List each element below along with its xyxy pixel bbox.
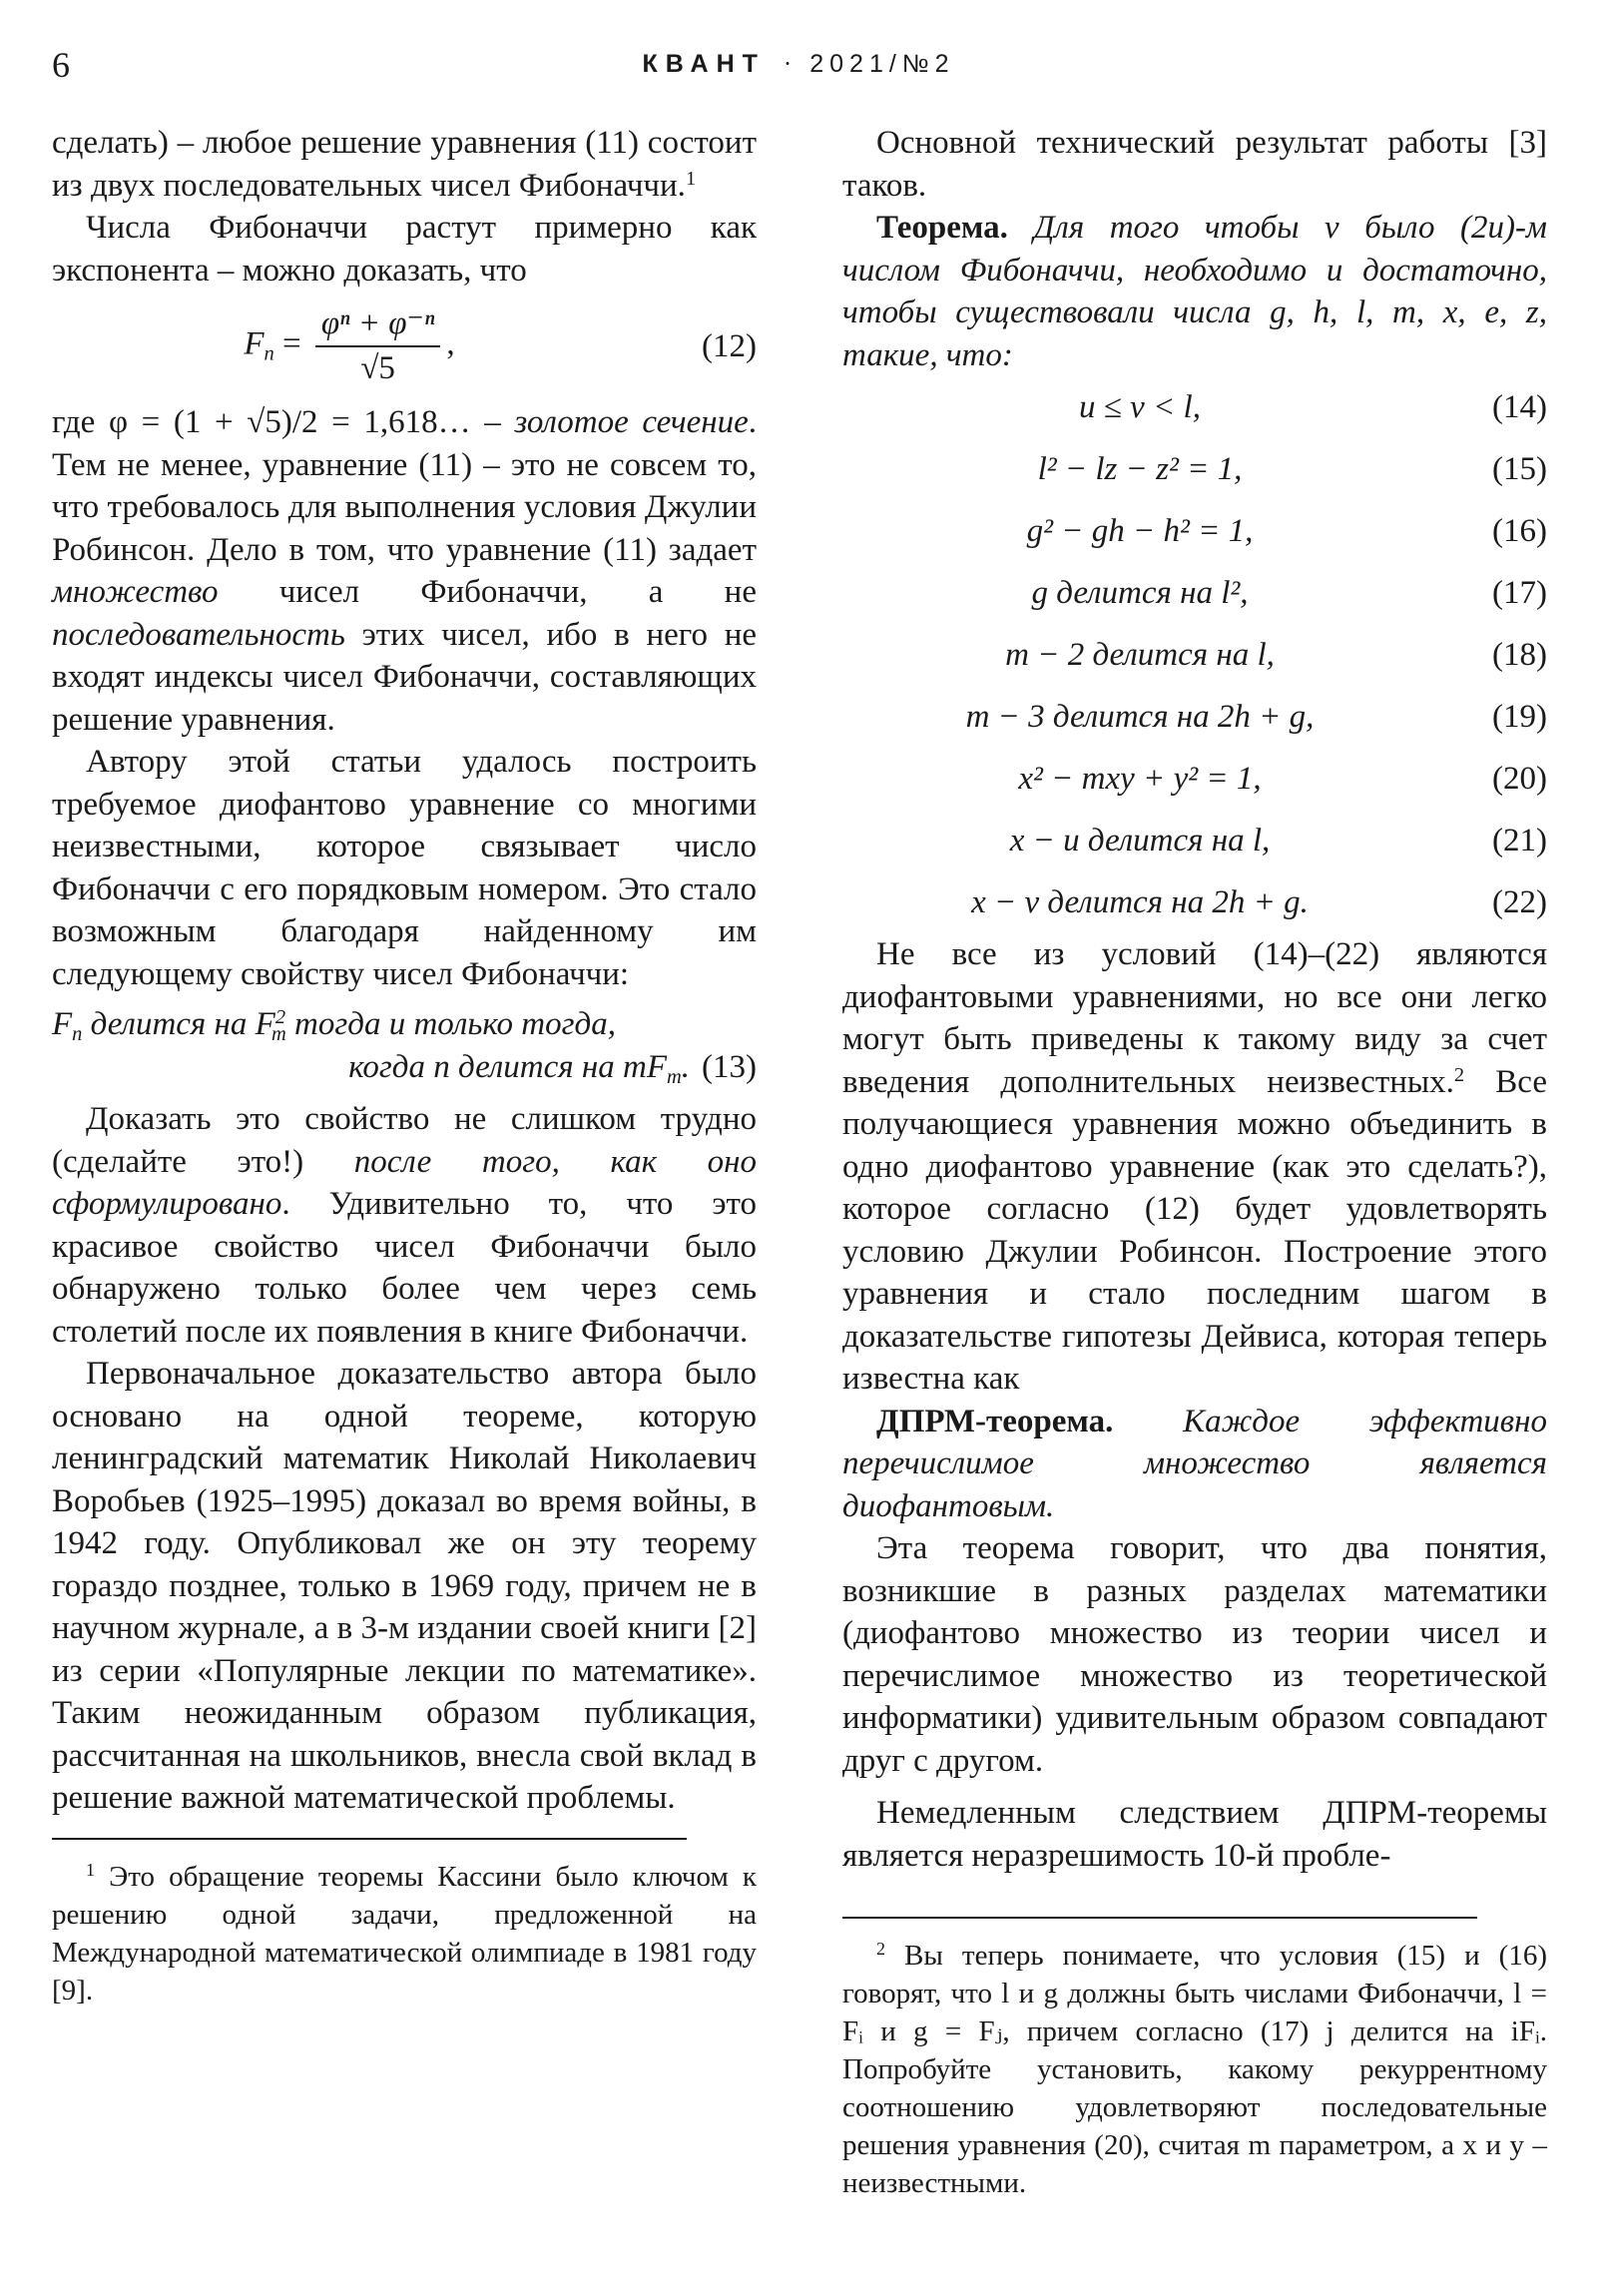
equation-12: $F_n$ = $\frac{\text{φⁿ + φ⁻ⁿ}}{√5}$ , (12) [52, 291, 757, 401]
equation-22: x − v делится на 2h + g. (22) [971, 883, 1547, 920]
theorem: Теорема. Для того чтобы v было (2u)-м числом Фибоначчи, необходимо и достаточно, чтобы существовали числа g, h, l, m, x, e, z, такие, что: [842, 210, 1547, 373]
paragraph: Эта теорема говорит, что два понятия, возникшие в разных разделах математики (диофантово множество из теории чисел и перечислимое множество из теоретической информатики) удивительным образом совпадают друг с другом. [842, 1530, 1547, 1779]
paragraph: Основной технический результат работы [3] таков. [842, 125, 1547, 204]
footnote-mark: 1 [86, 1859, 95, 1880]
equation-number: (13) [702, 1048, 757, 1085]
equation-16: g² − gh − h² = 1, (16) [1026, 512, 1547, 549]
equation-number: (12) [702, 327, 757, 364]
footnote-ref: 2 [1453, 1063, 1465, 1086]
equation-18: m − 2 делится на l, (18) [1005, 636, 1547, 673]
property-13-line1: $F_n$ делится на $F^2_m$ тогда и только тогда, [52, 1005, 616, 1046]
equation-21: x − u делится на l, (21) [1009, 822, 1547, 859]
paragraph: Доказать это свойство не слишком трудно (сделайте это!) после того, как оно сформулировано. Удивительно то, что это красивое свойство чисел Фибоначчи было обнаружено только более чем через семь столетий после их появления в книге Фибоначчи. [52, 1101, 758, 1350]
footnote-divider [52, 1838, 687, 1840]
page-number: 6 [52, 45, 70, 85]
dprm-theorem: ДПРМ-теорема. Каждое эффективно перечислимое множество является диофантовым. [842, 1403, 1547, 1524]
journal-name: КВАНТ [642, 50, 766, 78]
equation-14: u ≤ v < l, (14) [1079, 388, 1547, 425]
left-column [52, 122, 757, 2009]
equation-20: x² − mxy + y² = 1, (20) [1018, 760, 1547, 797]
footnote-divider [842, 1917, 1477, 1919]
footnote-2: $^2$ Вы теперь понимаете, что условия (15) и (16) говорят, что l и g должны быть числами Фибоначчи, l = Fᵢ и g = Fⱼ, причем согласно (17) j делится на iFᵢ. Попробуйте установить, какому рекуррентному соотношению удовлетворяют последовательные решения уравнения (20), считая m параметром, а x и y – неизвестными. [842, 1939, 1547, 2199]
paragraph: Автору этой статьи удалось построить требуемое диофантово уравнение со многими неизвестными, которое связывает число Фибоначчи с его порядковым номером. Это стало возможным благодаря найденному им следующему свойству чисел Фибоначчи: [52, 744, 757, 992]
page-header [52, 44, 1545, 94]
fraction: $\frac{\text{φⁿ + φ⁻ⁿ}}{√5}$ [315, 303, 441, 389]
equation-15: l² − lz − z² = 1, (15) [1037, 450, 1547, 487]
equation-19: m − 3 делится на 2h + g, (19) [965, 698, 1547, 735]
property-13-line2: когда n делится на $mF_m$. (13) [348, 1048, 757, 1088]
equation-list [842, 376, 1547, 933]
footnote-ref: 1 [685, 167, 697, 190]
footnote-1: $^1$ Это обращение теоремы Кассини было ключом к решению одной задачи, предложенной на Международной математической олимпиаде в 1981 году [9]. [52, 1859, 757, 2007]
paragraph: где φ = (1 + √5)/2 = 1,618… – золотое сечение. Тем не менее, уравнение (11) – это не совсем то, что требовалось для выполнения условия Джулии Робинсон. Дело в том, что уравнение (11) задает множество чисел Фибоначчи, а не последовательность этих чисел, ибо в него не входят индексы чисел Фибоначчи, составляющих решение уравнения. [52, 404, 757, 738]
dprm-label: ДПРМ-теорема. [876, 1403, 1114, 1439]
paragraph: Немедленным следствием ДПРМ-теоремы является неразрешимость 10-й пробле- [842, 1795, 1547, 1874]
theorem-label: Теорема. [876, 210, 1008, 246]
paragraph: Числа Фибоначчи растут примерно как экспонента – можно доказать, что [52, 210, 757, 288]
paragraph: Первоначальное доказательство автора было основано на одной теореме, которую ленинградский математик Николай Николаевич Воробьев (1925–1995) доказал во время войны, в 1942 году. Опубликовал же он эту теорему гораздо позднее, только в 1969 году, причем не в научном журнале, а в 3-м издании своей книги [2] из серии «Популярные лекции по математике». Таким неожиданным образом публикация, рассчитанная на школьников, внесла свой вклад в решение важной математической проблемы. [52, 1356, 757, 1816]
equation-17: g делится на l², (17) [1031, 574, 1547, 611]
running-title [52, 50, 1545, 79]
paragraph: сделать) – любое решение уравнения (11) состоит из двух последовательных чисел Фибоначчи.$^1$ [52, 125, 757, 204]
header-separator: · [783, 51, 793, 78]
issue-number: 2021/№2 [809, 50, 955, 78]
footnote-mark: 2 [876, 1939, 885, 1960]
paragraph: Не все из условий (14)–(22) являются диофантовыми уравнениями, но все они легко могут быть приведены к такому виду за счет введения дополнительных неизвестных.$^2$ Все получающиеся уравнения можно объединить в одно диофантово уравнение (как это сделать?), которое согласно (12) будет удовлетворять условию Джулии Робинсон. Построение этого уравнения и стало последним шагом в доказательстве гипотезы Дейвиса, которая теперь известна как [842, 936, 1547, 1397]
right-column [842, 122, 1547, 2202]
